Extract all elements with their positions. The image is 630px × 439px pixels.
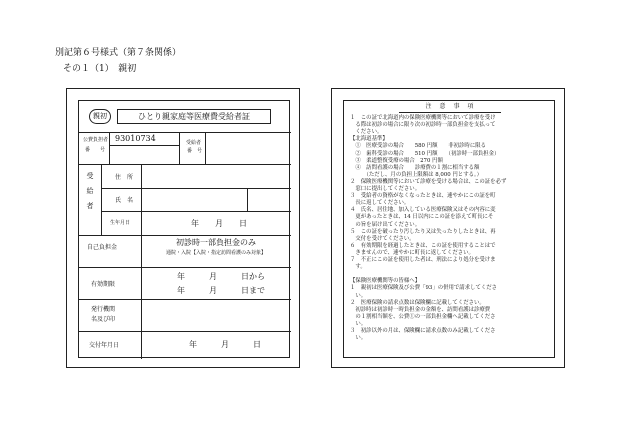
notes-line: 長に返してください。	[350, 200, 410, 207]
notes-line: ２ 医療保険の請求点数は保険欄に記載してください。	[350, 299, 485, 306]
notes-line: 窓口に提出してください。	[350, 186, 421, 192]
notes-line: ４ 氏名、居住地、加入している医療保険又はその内容に変	[350, 207, 496, 214]
notes-line: ５ この証を破ったり汚したり又は失ったりしたときは、再	[350, 228, 496, 235]
notes-line: ④ 訪問看護の場合 診療費の１割に相当する額	[350, 164, 480, 171]
certificate-form-table	[78, 100, 290, 358]
issue-date-label: 交付年月日	[89, 342, 120, 349]
notes-line: ください。	[350, 129, 383, 136]
notes-line: きませんので、速やかに町長に返してください。	[350, 249, 474, 256]
name-label: 氏 名	[115, 197, 134, 204]
notes-line: い。	[350, 320, 367, 327]
notes-title: 注 意 事 項	[425, 103, 475, 110]
validity-to: 年 月 日まで	[177, 286, 265, 295]
recipient-side-label: 受給者	[86, 172, 94, 217]
burden-number-label-2: 番 号	[85, 147, 106, 153]
notes-line: す。	[350, 264, 366, 271]
notes-line: ③ 柔道整復受療の場合 270 円額	[350, 157, 443, 164]
notes-line: る際は初診の場合に限り次の初診時一部負担金を支払って	[350, 122, 496, 129]
form-number-heading: 別記第６号様式（第７条関係）	[55, 48, 182, 58]
copay-text-line2: 通院・入院【入院・指定訪問看護のみ対象】	[165, 250, 266, 256]
notes-line: い。	[350, 292, 367, 299]
issuer-label: 発行機関	[91, 306, 116, 313]
notes-line: 初診時は初診時一時負担金の金額を、訪問看護は診療費	[350, 306, 491, 313]
birth-date-label: 生年月日	[110, 220, 131, 226]
notes-line: １ 親初は医療保険及び公費「93」の併用で請求してくださ	[350, 285, 498, 292]
issuer-label-2: 名及び印	[91, 316, 116, 323]
copay-text-line1: 初診時一部負担金のみ	[176, 238, 256, 247]
notes-line: ② 歯科受診の場合 510 円額 （初診時一部負担金）	[350, 150, 500, 157]
notes-line: 交付を受けてください。	[350, 235, 415, 242]
address-label: 住 所	[115, 174, 134, 181]
notes-line: ① 医療受診の場合 580 円額 非初診時に限る	[350, 143, 486, 150]
notes-line: ７ 不正にこの証を使用した者は、刑法により処分を受けま	[350, 257, 496, 263]
notes-line: 更があったときは、14 日以内にこの証を添えて町長にそ	[350, 214, 494, 221]
notes-card	[331, 88, 565, 368]
notes-line: 【北海道基準】	[350, 136, 388, 143]
notes-line: い。	[350, 335, 367, 342]
notes-line: の旨を届け出てください。	[350, 221, 421, 228]
burden-number-value: 93010734	[115, 134, 156, 143]
issue-date-value: 年 月 日	[189, 340, 261, 349]
certificate-badge: 親初	[93, 112, 107, 120]
notes-line: ３ 受給者の資格がなくなったときは、速やかにこの証を町	[350, 193, 496, 200]
certificate-title: ひとり親家庭等医療費受給者証	[138, 112, 250, 121]
notes-line: ６ 有効期限を経過したときは、この証を使用することはで	[350, 242, 496, 249]
copay-label: 自己負担金	[87, 244, 118, 251]
validity-label: 有効期限	[91, 281, 116, 288]
notes-line: １ この証で北海道内の保険医療機関等において診療を受け	[350, 115, 496, 121]
birth-date-value: 年 月 日	[191, 219, 247, 228]
form-variant-heading: その１（1） 親初	[63, 64, 137, 74]
notes-line: （ただし、月の負担上限額は 8,000 円とする。）	[350, 171, 483, 178]
certificate-card	[66, 88, 300, 368]
notes-frame	[343, 100, 555, 358]
recipient-number-label-2: 番 号	[187, 148, 203, 154]
burden-number-label: 公費負担者	[83, 137, 109, 143]
notes-line: の１割相当額を、公費①の一部負担金欄へ記載してくださ	[350, 313, 496, 320]
notes-line: ２ 保険医療機関等において診療を受ける場合は、この証を必ず	[350, 178, 507, 185]
validity-from: 年 月 日から	[177, 272, 265, 281]
recipient-number-label: 受給者	[186, 140, 202, 146]
notes-line: 【保険医療機関等の皆様へ】	[350, 278, 421, 285]
notes-line: ３ 初診以外の月は、保険欄に請求点数のみ記載してくださ	[350, 328, 496, 334]
